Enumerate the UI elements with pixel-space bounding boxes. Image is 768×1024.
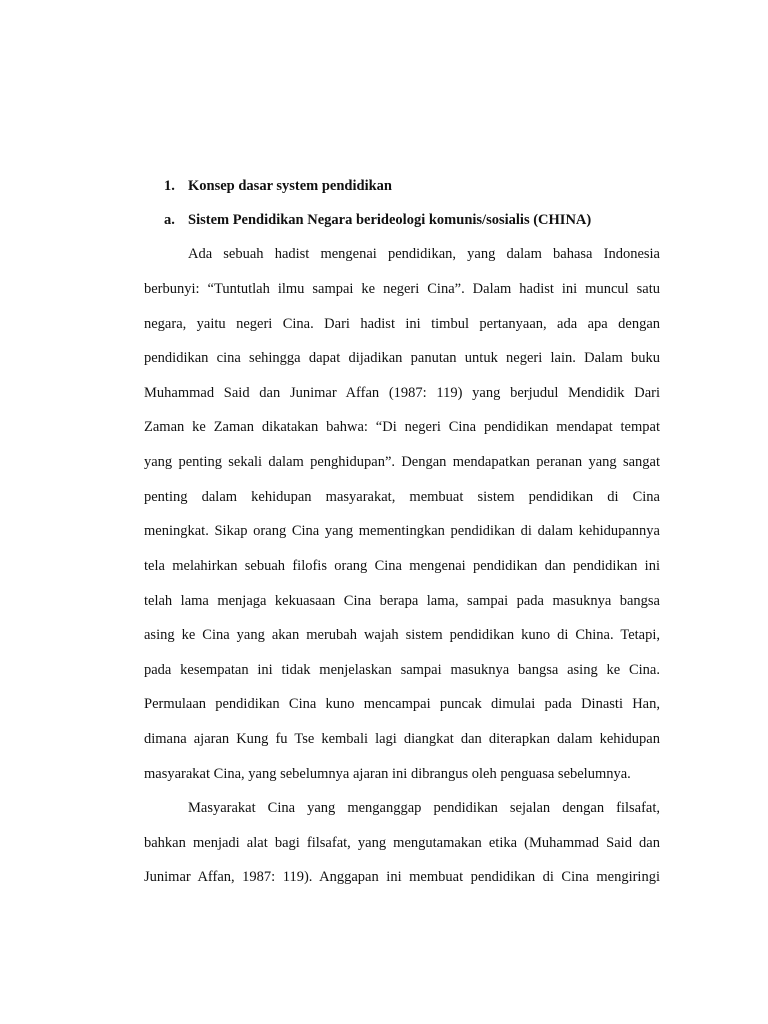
text-line: masyarakat Cina, yang sebelumnya ajaran ini dibrangus oleh penguasa sebelumnya.	[144, 766, 631, 782]
section-heading-a	[164, 211, 591, 229]
text-line: Muhammad Said dan Junimar Affan (1987: 119) yang berjudul Mendidik Dari	[144, 385, 660, 401]
text-line: yang penting sekali dalam penghidupan”. Dengan mendapatkan peranan yang sangat	[144, 454, 660, 470]
text-line: tela melahirkan sebuah filofis orang Cina mengenai pendidikan dan pendidikan ini	[144, 558, 660, 574]
section-heading-1	[164, 177, 392, 195]
text-line: dimana ajaran Kung fu Tse kembali lagi diangkat dan diterapkan dalam kehidupan	[144, 731, 660, 747]
heading-number: 1.	[164, 178, 175, 194]
text-line: penting dalam kehidupan masyarakat, membuat sistem pendidikan di Cina	[144, 489, 660, 505]
text-line: meningkat. Sikap orang Cina yang mementingkan pendidikan di dalam kehidupannya	[144, 523, 660, 539]
heading-text: Sistem Pendidikan Negara berideologi komunis/sosialis (CHINA)	[188, 212, 592, 228]
text-line: pada kesempatan ini tidak menjelaskan sampai masuknya bangsa asing ke Cina.	[144, 662, 660, 678]
text-line: berbunyi: “Tuntutlah ilmu sampai ke negeri Cina”. Dalam hadist ini muncul satu	[144, 281, 660, 297]
text-line: bahkan menjadi alat bagi filsafat, yang mengutamakan etika (Muhammad Said dan	[144, 835, 660, 851]
text-line: Zaman ke Zaman dikatakan bahwa: “Di negeri Cina pendidikan mendapat tempat	[144, 419, 660, 435]
text-line: Masyarakat Cina yang menganggap pendidikan sejalan dengan filsafat,	[188, 800, 660, 816]
text-line: pendidikan cina sehingga dapat dijadikan panutan untuk negeri lain. Dalam buku	[144, 350, 660, 366]
text-line: telah lama menjaga kekuasaan Cina berapa lama, sampai pada masuknya bangsa	[144, 593, 660, 609]
text-line: Junimar Affan, 1987: 119). Anggapan ini membuat pendidikan di Cina mengiringi	[144, 869, 660, 885]
heading-number: a.	[164, 212, 175, 228]
text-line: Ada sebuah hadist mengenai pendidikan, yang dalam bahasa Indonesia	[188, 246, 660, 262]
text-line: Permulaan pendidikan Cina kuno mencampai puncak dimulai pada Dinasti Han,	[144, 696, 660, 712]
heading-text: Konsep dasar system pendidikan	[188, 178, 392, 194]
text-line: asing ke Cina yang akan merubah wajah sistem pendidikan kuno di China. Tetapi,	[144, 627, 660, 643]
text-line: negara, yaitu negeri Cina. Dari hadist ini timbul pertanyaan, ada apa dengan	[144, 316, 660, 332]
